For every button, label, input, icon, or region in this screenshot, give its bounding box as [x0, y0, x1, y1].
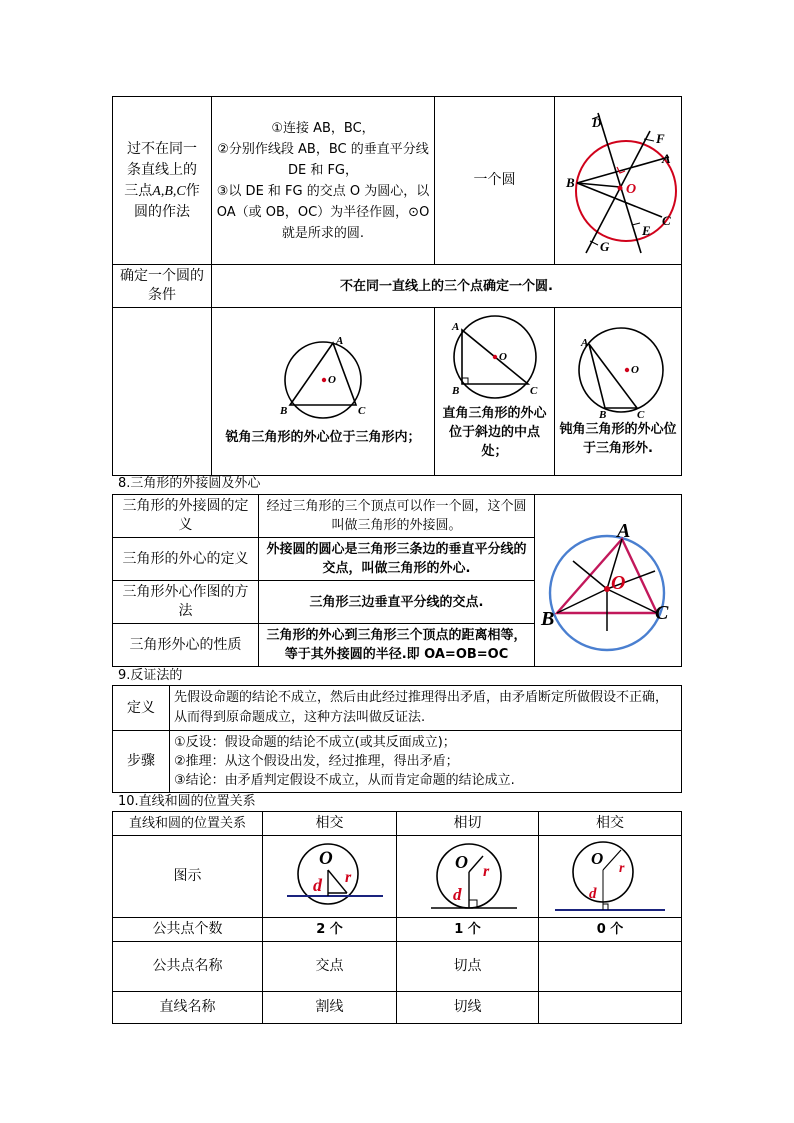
- step-3: ③以 DE 和 FG 的交点 O 为圆心，以 OA（或 OB，OC）为半径作圆，⊙O 就是所求的圆.: [216, 183, 430, 241]
- line-name-cell: [539, 992, 682, 1024]
- label-r: r: [344, 868, 351, 886]
- label-b: B: [566, 174, 575, 190]
- label-o: O: [498, 351, 507, 363]
- method-label-line: 作: [185, 182, 200, 199]
- row-value: 经过三角形的三个顶点可以作一个圆，这个圆叫做三角形的外接圆。: [259, 495, 535, 538]
- label-o: O: [454, 851, 468, 872]
- figure-intersect-cell: [263, 836, 397, 918]
- section-9-title: 9.反证法的: [118, 668, 183, 683]
- count-cell: 2 个: [263, 918, 397, 942]
- acute-text: 锐角三角形的外心位于三角形内；: [225, 430, 421, 445]
- point-name-cell: 交点: [263, 942, 397, 992]
- acute-cell: [212, 308, 435, 476]
- line-fg: [586, 131, 650, 253]
- circumcenter: [625, 368, 629, 372]
- method-label-line: 条直线上的: [127, 161, 197, 178]
- count-cell: 1 个: [397, 918, 539, 942]
- circumcircle-figure-cell: [535, 495, 682, 667]
- steps-cell: [212, 97, 435, 265]
- circumcenter: [604, 586, 610, 592]
- circumcircle-table: [112, 494, 682, 667]
- method-label-cell: [113, 97, 212, 265]
- header-cell: 相交: [263, 812, 397, 836]
- row-value: 三角形的外心到三角形三个顶点的距离相等，等于其外接圆的半径.即 OA=OB=OC: [259, 624, 535, 667]
- result-cell: 一个圆: [435, 97, 555, 265]
- label-o: O: [328, 374, 336, 386]
- right-triangle-figure: [442, 312, 548, 400]
- construction-figure-cell: [555, 97, 682, 265]
- condition-text-cell: 不在同一直线上的三个点确定一个圆.: [212, 265, 682, 308]
- line-name-cell: 割线: [263, 992, 397, 1024]
- steps-text: [170, 731, 682, 793]
- row-value: 外接圆的圆心是三角形三条边的垂直平分线的交点，叫做三角形的外心.: [259, 538, 535, 581]
- construction-table: [112, 96, 682, 476]
- label-a: A: [617, 519, 631, 542]
- label-c: C: [529, 385, 537, 397]
- label-a: A: [662, 150, 671, 166]
- obtuse-triangle-figure: [565, 326, 671, 418]
- label-c: C: [655, 601, 669, 624]
- label-o: O: [318, 847, 333, 869]
- point-name-cell: 切点: [397, 942, 539, 992]
- circumcircle: [579, 328, 663, 412]
- segment-ab: [577, 157, 669, 183]
- method-label-line: 圆的作法: [134, 203, 190, 220]
- proof-by-contradiction-table: [112, 685, 682, 793]
- figure-label: 图示: [113, 836, 263, 918]
- method-label-line: 三点: [124, 182, 153, 199]
- line-name-label: 直线名称: [113, 992, 263, 1024]
- row-value: 三角形三边垂直平分线的交点.: [259, 581, 535, 624]
- circumcircle-figure: [535, 501, 681, 661]
- section-10-title: 10.直线和圆的位置关系: [118, 794, 256, 809]
- step-1: ①连接 AB，BC，: [271, 120, 375, 136]
- label-b: B: [541, 607, 555, 630]
- label-b: B: [280, 405, 288, 417]
- label-a: A: [581, 337, 589, 349]
- acute-triangle-figure: [268, 330, 378, 422]
- label-e: E: [642, 222, 651, 238]
- count-label: 公共点个数: [113, 918, 263, 942]
- header-cell: 相切: [397, 812, 539, 836]
- label-c: C: [637, 409, 645, 418]
- label-o: O: [591, 848, 604, 868]
- line-name-cell: 切线: [397, 992, 539, 1024]
- obtuse-cell: [555, 308, 682, 476]
- label-r: r: [619, 860, 625, 876]
- method-label-line: 过不在同一: [127, 140, 197, 157]
- definition-label: 定义: [113, 686, 170, 731]
- tangent-figure: [403, 838, 533, 916]
- point-name-cell: [539, 942, 682, 992]
- right-text: 直角三角形的外心位于斜边的中点处；: [442, 406, 547, 459]
- label-b: B: [451, 385, 459, 397]
- step-item: ②推理：从这个假设出发，经过推理，得出矛盾；: [174, 754, 459, 769]
- label-d: D: [592, 114, 602, 130]
- label-a: A: [451, 321, 459, 333]
- obtuse-text: 钝角三角形的外心位于三角形外.: [559, 422, 677, 456]
- point-name-label: 公共点名称: [113, 942, 263, 992]
- circumcenter: [322, 378, 326, 382]
- label-d: d: [589, 885, 597, 902]
- line-circle-table: [112, 811, 682, 1024]
- bisector-ab: [573, 561, 607, 589]
- label-d: d: [312, 874, 322, 895]
- method-label-points: A,B,C: [152, 183, 186, 199]
- row-label: 三角形的外接圆的定义: [113, 495, 259, 538]
- step-item: ③结论：由矛盾判定假设不成立，从而肯定命题的结论成立.: [174, 773, 515, 788]
- separate-figure: [545, 838, 675, 916]
- header-cell: 直线和圆的位置关系: [113, 812, 263, 836]
- center-point: [618, 185, 623, 190]
- step-item: ①反设：假设命题的结论不成立(或其反面成立)；: [174, 735, 456, 750]
- radius-ob: [557, 589, 607, 613]
- label-o: O: [631, 364, 639, 376]
- row-label: 三角形外心作图的方法: [113, 581, 259, 624]
- label-c: C: [662, 212, 671, 228]
- obtuse-triangle: [589, 344, 637, 408]
- step-2: ②分别作线段 AB，BC 的垂直平分线 DE 和 FG，: [217, 141, 429, 178]
- section-8-title: 8.三角形的外接圆及外心: [118, 476, 261, 491]
- label-r: r: [482, 862, 489, 880]
- label-o: O: [626, 181, 637, 197]
- condition-label-cell: 确定一个圆的条件: [113, 265, 212, 308]
- count-cell: 0 个: [539, 918, 682, 942]
- acute-triangle: [290, 343, 356, 405]
- header-cell: 相交: [539, 812, 682, 836]
- definition-text: 先假设命题的结论不成立，然后由此经过推理得出矛盾，由矛盾断定所做假设不正确，从而得到原命题成立，这种方法叫做反证法.: [170, 686, 682, 731]
- tick-mark: [632, 223, 640, 225]
- figure-separate-cell: [539, 836, 682, 918]
- steps-label: 步骤: [113, 731, 170, 793]
- empty-cell: [113, 308, 212, 476]
- label-a: A: [336, 335, 344, 347]
- intersect-figure: [265, 838, 395, 916]
- figure-tangent-cell: [397, 836, 539, 918]
- label-c: C: [358, 405, 366, 417]
- circumcenter: [492, 355, 496, 359]
- row-label: 三角形的外心的定义: [113, 538, 259, 581]
- label-d: d: [452, 884, 461, 904]
- label-g: G: [600, 238, 610, 254]
- radius-r: [469, 856, 483, 872]
- construction-figure: [558, 101, 678, 261]
- label-o: O: [611, 571, 626, 594]
- label-b: B: [599, 409, 607, 418]
- label-f: F: [656, 130, 665, 146]
- row-label: 三角形外心的性质: [113, 624, 259, 667]
- right-cell: [435, 308, 555, 476]
